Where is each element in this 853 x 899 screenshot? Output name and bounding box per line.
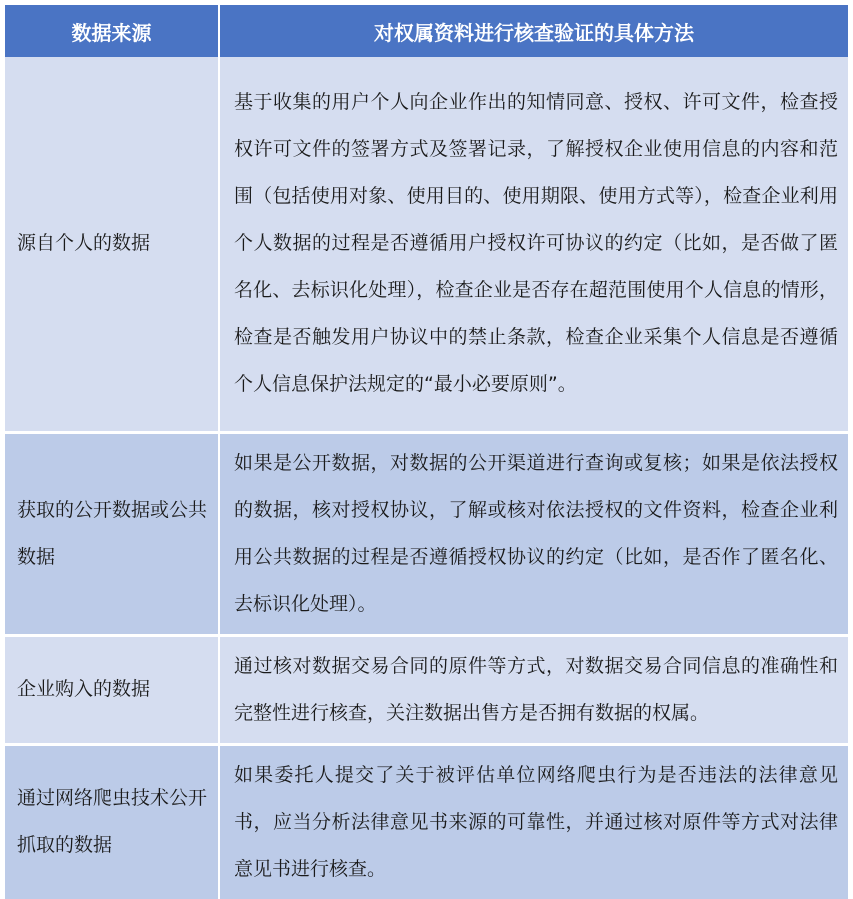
header-data-source: 数据来源 [5,5,219,57]
row-method-cell: 如果委托人提交了关于被评估单位网络爬虫行为是否违法的法律意见书，应当分析法律意见书来源的可靠性，并通过核对原件等方式对法律意见书进行核查。 [219,744,848,899]
row-source-cell: 企业购入的数据 [5,635,219,744]
table-row [5,432,848,635]
row-source-cell: 获取的公开数据或公共数据 [5,432,219,635]
row-method-cell: 通过核对数据交易合同的原件等方式，对数据交易合同信息的准确性和完整性进行核查，关注数据出售方是否拥有数据的权属。 [219,635,848,744]
table-row [5,635,848,744]
table-row [5,57,848,432]
table-header-row [5,5,848,57]
header-verification-method: 对权属资料进行核查验证的具体方法 [219,5,848,57]
row-method-cell: 基于收集的用户个人向企业作出的知情同意、授权、许可文件，检查授权许可文件的签署方式及签署记录，了解授权企业使用信息的内容和范围（包括使用对象、使用目的、使用期限、使用方式等），检查企业利用个人数据的过程是否遵循用户授权许可协议的约定（比如，是否做了匿名化、去标识化处理），检查企业是否存在超范围使用个人信息的情形，检查是否触发用户协议中的禁止条款，检查企业采集个人信息是否遵循个人信息保护法规定的“最小必要原则”。 [219,57,848,432]
table-row [5,744,848,899]
row-method-cell: 如果是公开数据，对数据的公开渠道进行查询或复核；如果是依法授权的数据，核对授权协议，了解或核对依法授权的文件资料，检查企业利用公共数据的过程是否遵循授权协议的约定（比如，是否作了匿名化、去标识化处理）。 [219,432,848,635]
row-source-cell: 通过网络爬虫技术公开抓取的数据 [5,744,219,899]
row-source-cell: 源自个人的数据 [5,57,219,432]
data-source-table [5,5,848,899]
